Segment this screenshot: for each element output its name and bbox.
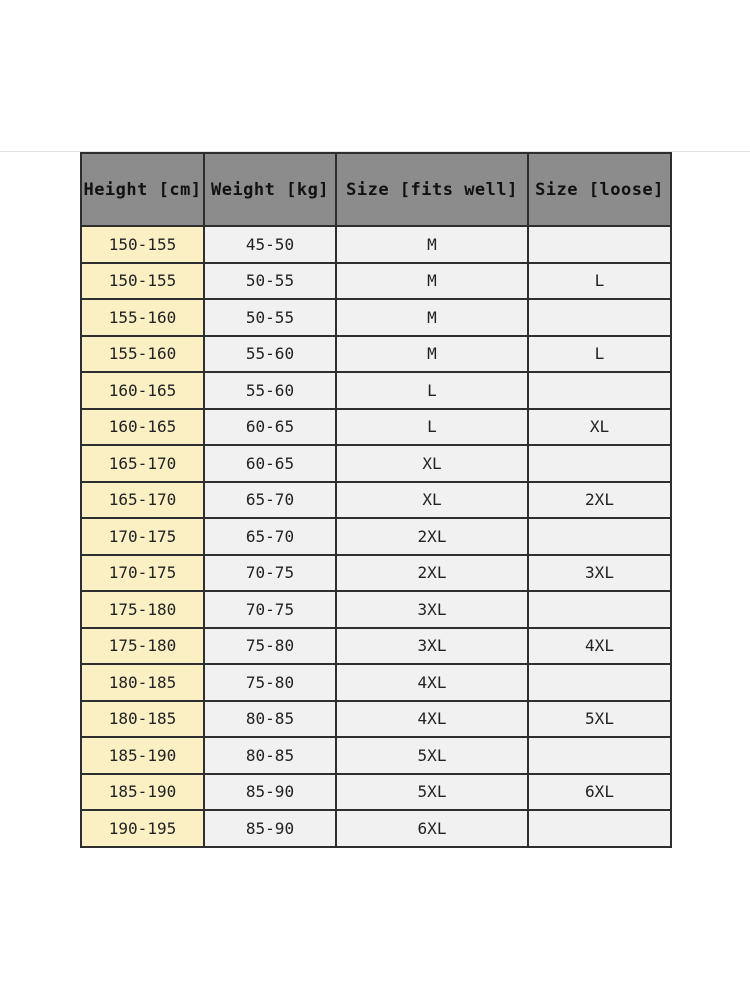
cell-height: 170-175 [81,518,204,555]
cell-weight: 80-85 [204,737,336,774]
cell-size_loose: 3XL [528,555,671,592]
cell-weight: 75-80 [204,664,336,701]
cell-weight: 60-65 [204,445,336,482]
table-row [81,591,671,628]
cell-size_fits_well: 5XL [336,737,528,774]
cell-weight: 70-75 [204,555,336,592]
cell-weight: 65-70 [204,518,336,555]
table-header [81,153,671,226]
cell-height: 160-165 [81,372,204,409]
cell-size_loose: 6XL [528,774,671,811]
cell-size_loose [528,737,671,774]
cell-size_loose: 5XL [528,701,671,738]
cell-height: 175-180 [81,628,204,665]
cell-size_loose [528,226,671,263]
cell-weight: 55-60 [204,336,336,373]
table-row [81,299,671,336]
table-row [81,518,671,555]
table-row [81,482,671,519]
table-row [81,664,671,701]
cell-size_loose [528,299,671,336]
cell-height: 150-155 [81,226,204,263]
cell-size_fits_well: L [336,409,528,446]
cell-weight: 70-75 [204,591,336,628]
cell-size_fits_well: 2XL [336,518,528,555]
cell-height: 170-175 [81,555,204,592]
cell-size_fits_well: 3XL [336,628,528,665]
cell-size_loose: 2XL [528,482,671,519]
cell-size_fits_well: 4XL [336,664,528,701]
column-header-size_fits_well: Size [fits well] [336,153,528,226]
cell-height: 150-155 [81,263,204,300]
cell-height: 175-180 [81,591,204,628]
header-row [81,153,671,226]
cell-size_loose [528,518,671,555]
table-row [81,336,671,373]
column-header-size_loose: Size [loose] [528,153,671,226]
table-row [81,555,671,592]
cell-height: 180-185 [81,664,204,701]
table-row [81,774,671,811]
size-chart-table [80,152,672,848]
table-row [81,628,671,665]
cell-height: 185-190 [81,774,204,811]
cell-weight: 80-85 [204,701,336,738]
cell-size_fits_well: M [336,299,528,336]
cell-size_loose [528,445,671,482]
cell-weight: 75-80 [204,628,336,665]
cell-height: 160-165 [81,409,204,446]
cell-size_fits_well: M [336,226,528,263]
table-row [81,701,671,738]
cell-weight: 45-50 [204,226,336,263]
cell-size_loose: 4XL [528,628,671,665]
cell-height: 165-170 [81,482,204,519]
cell-size_loose [528,372,671,409]
cell-size_loose: L [528,263,671,300]
cell-weight: 65-70 [204,482,336,519]
table-row [81,810,671,847]
cell-size_fits_well: XL [336,445,528,482]
cell-size_loose [528,664,671,701]
cell-size_fits_well: 2XL [336,555,528,592]
cell-weight: 50-55 [204,263,336,300]
cell-height: 190-195 [81,810,204,847]
cell-size_fits_well: M [336,336,528,373]
cell-size_fits_well: 5XL [336,774,528,811]
table-body [81,226,671,847]
cell-size_fits_well: 3XL [336,591,528,628]
cell-height: 155-160 [81,299,204,336]
cell-size_loose: L [528,336,671,373]
cell-height: 165-170 [81,445,204,482]
cell-weight: 85-90 [204,774,336,811]
cell-weight: 50-55 [204,299,336,336]
column-header-height: Height [cm] [81,153,204,226]
cell-weight: 85-90 [204,810,336,847]
table-row [81,737,671,774]
table-row [81,445,671,482]
cell-size_fits_well: XL [336,482,528,519]
cell-size_loose [528,591,671,628]
cell-size_loose [528,810,671,847]
cell-weight: 60-65 [204,409,336,446]
column-header-weight: Weight [kg] [204,153,336,226]
table-row [81,409,671,446]
cell-height: 155-160 [81,336,204,373]
cell-size_fits_well: 4XL [336,701,528,738]
cell-size_fits_well: 6XL [336,810,528,847]
cell-size_loose: XL [528,409,671,446]
cell-size_fits_well: L [336,372,528,409]
cell-size_fits_well: M [336,263,528,300]
cell-height: 185-190 [81,737,204,774]
cell-height: 180-185 [81,701,204,738]
table-row [81,263,671,300]
table-row [81,226,671,263]
table-row [81,372,671,409]
cell-weight: 55-60 [204,372,336,409]
